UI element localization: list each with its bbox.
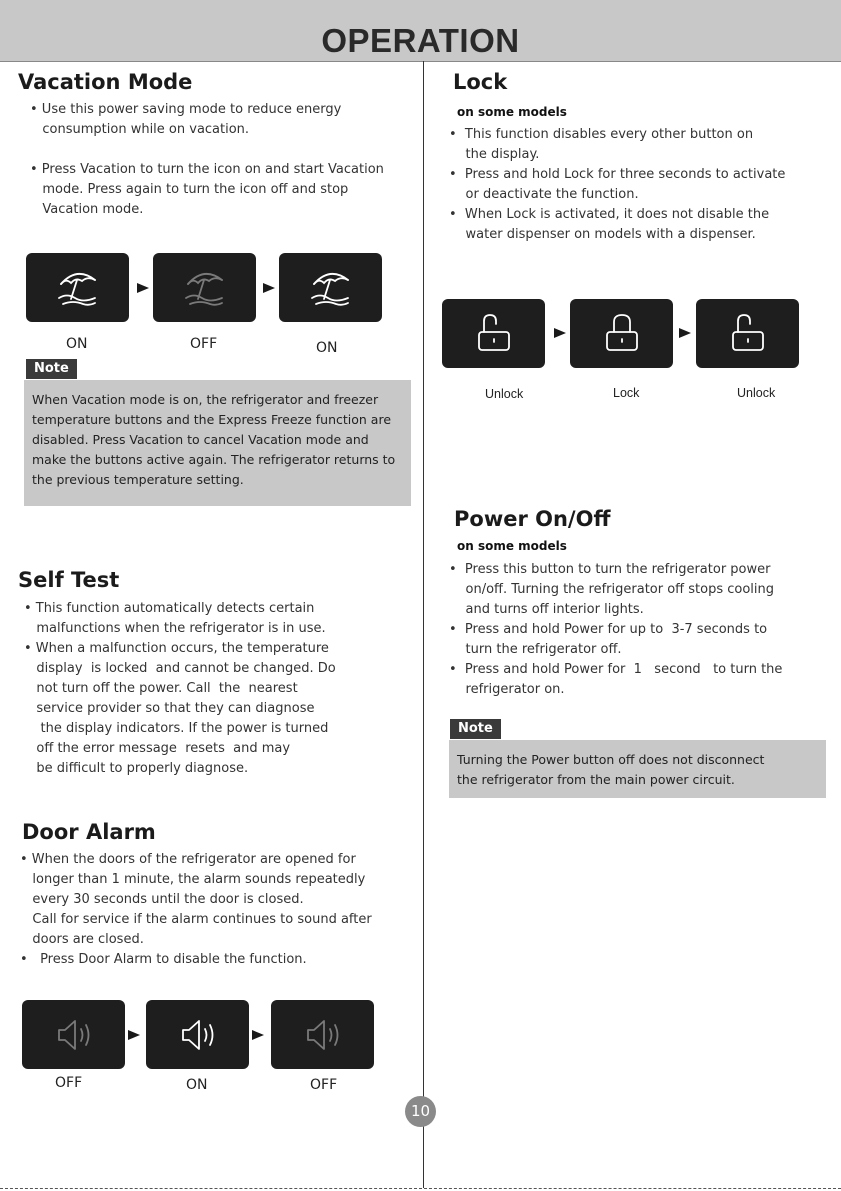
umbrella-icon <box>182 268 228 308</box>
column-divider <box>423 61 424 1188</box>
arrow-right-icon <box>128 1030 140 1040</box>
vacation-caption: OFF <box>190 336 218 352</box>
vacation-title: Vacation Mode <box>18 70 193 94</box>
dooralarm-caption: OFF <box>55 1075 83 1091</box>
page-header <box>0 0 841 62</box>
vacation-caption: ON <box>316 340 338 356</box>
arrow-right-icon <box>263 283 275 293</box>
unlock-icon <box>725 312 771 356</box>
lock-caption: Lock <box>613 386 640 400</box>
page-number-badge: 10 <box>405 1096 436 1127</box>
arrow-right-icon <box>137 283 149 293</box>
power-body: • Press this button to turn the refrigerator power on/off. Turning the refrigerator off stops cooling and turns off interior lights. • Press and hold Power for up to 3-7 seconds to turn the refrigerator off. • Press and hold Power for 1 second to turn the refrigerator on. <box>449 562 783 697</box>
dooralarm-panel-off <box>271 1000 374 1069</box>
dooralarm-panel-on <box>146 1000 249 1069</box>
lock-icon <box>599 312 645 356</box>
dooralarm-panel-off <box>22 1000 125 1069</box>
note-label: Note <box>450 719 501 739</box>
note-label: Note <box>26 359 77 379</box>
speaker-icon <box>175 1015 221 1055</box>
lock-panel-unlock <box>442 299 545 368</box>
arrow-right-icon <box>252 1030 264 1040</box>
umbrella-icon <box>55 268 101 308</box>
umbrella-icon <box>308 268 354 308</box>
lock-caption: Unlock <box>485 387 524 401</box>
vacation-panel-off <box>153 253 256 322</box>
vacation-panel-on <box>26 253 129 322</box>
vacation-note: When Vacation mode is on, the refrigerator and freezer temperature buttons and the Express Freeze function are disabled. Press Vacation to cancel Vacation mode and make the buttons active again. The refrigerator returns to the previous temperature setting. <box>24 380 411 506</box>
dooralarm-title: Door Alarm <box>22 820 156 844</box>
selftest-body: • This function automatically detects certain malfunctions when the refrigerator is in use. • When a malfunction occurs, the temperature display is locked and cannot be changed. Do not turn off the power. Call the nearest service provider so that they can diagnose the display indicators. If the power is turned off the error message resets and may be difficult to properly diagnose. <box>24 601 336 776</box>
lock-subtitle: on some models <box>457 105 567 119</box>
lock-panel-unlock <box>696 299 799 368</box>
lock-title: Lock <box>453 70 508 94</box>
arrow-right-icon <box>679 328 691 338</box>
dooralarm-body: • When the doors of the refrigerator are opened for longer than 1 minute, the alarm sounds repeatedly every 30 seconds until the door is closed. Call for service if the alarm continues to sound after doors are closed. • Press Door Alarm to disable the function. <box>20 852 372 967</box>
bottom-rule <box>0 1188 841 1189</box>
selftest-title: Self Test <box>18 568 120 592</box>
power-subtitle: on some models <box>457 539 567 553</box>
dooralarm-caption: ON <box>186 1077 208 1093</box>
vacation-panel-on <box>279 253 382 322</box>
vacation-body: • Use this power saving mode to reduce energy consumption while on vacation. • Press Vacation to turn the icon on and start Vacation mode. Press again to turn the icon off and stop Vacation mode. <box>30 102 384 217</box>
speaker-icon <box>51 1015 97 1055</box>
lock-caption: Unlock <box>737 386 776 400</box>
page-title: OPERATION <box>321 22 520 59</box>
speaker-icon <box>300 1015 346 1055</box>
arrow-right-icon <box>554 328 566 338</box>
lock-panel-lock <box>570 299 673 368</box>
power-title: Power On/Off <box>454 507 611 531</box>
dooralarm-caption: OFF <box>310 1077 338 1093</box>
vacation-caption: ON <box>66 336 88 352</box>
power-note: Turning the Power button off does not disconnect the refrigerator from the main power circuit. <box>449 740 826 798</box>
unlock-icon <box>471 312 517 356</box>
lock-body: • This function disables every other button on the display. • Press and hold Lock for three seconds to activate or deactivate the function. • When Lock is activated, it does not disable the water dispenser on models with a dispenser. <box>449 127 786 242</box>
